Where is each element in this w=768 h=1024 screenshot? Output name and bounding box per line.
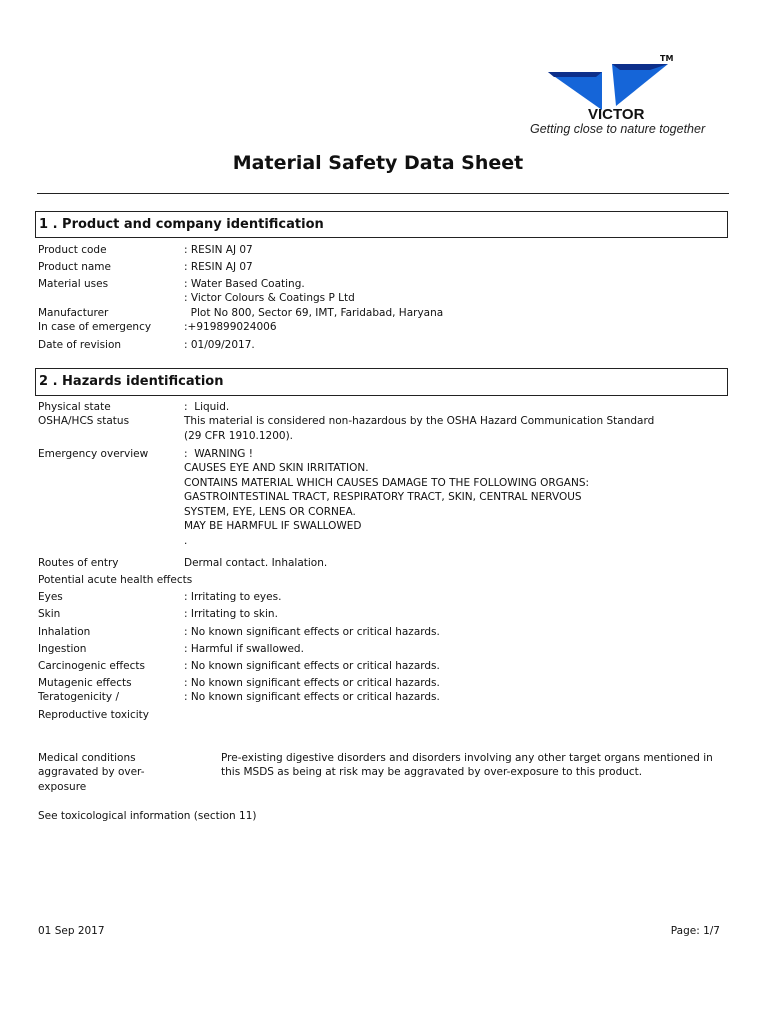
manufacturer-label: Manufacturer [38, 307, 109, 319]
routes-label: Routes of entry [38, 557, 119, 569]
product-name-value: : RESIN AJ 07 [184, 261, 253, 273]
eyes-value: : Irritating to eyes. [184, 591, 282, 603]
brand-tagline: Getting close to nature together [530, 122, 706, 136]
medical-label-line-2: aggravated by over- [38, 766, 145, 778]
ingestion-value: : Harmful if swallowed. [184, 643, 304, 655]
medical-value-line-1: Pre-existing digestive disorders and disorders involving any other target organs mentioned in [221, 752, 713, 764]
inhalation-value: : No known significant effects or critical hazards. [184, 626, 440, 638]
routes-value: Dermal contact. Inhalation. [184, 557, 328, 569]
material-uses-value: : Water Based Coating. [184, 278, 305, 290]
revision-date-label: Date of revision [38, 339, 122, 351]
inhalation-label: Inhalation [38, 626, 91, 638]
company-name-value: : Victor Colours & Coatings P Ltd [184, 292, 355, 304]
document-title: Material Safety Data Sheet [232, 152, 524, 174]
medical-value-line-2: this MSDS as being at risk may be aggravated by over-exposure to this product. [221, 766, 643, 778]
toxicological-reference: See toxicological information (section 11) [38, 810, 257, 822]
product-name-label: Product name [38, 261, 111, 273]
product-code-label: Product code [38, 244, 107, 256]
ingestion-label: Ingestion [38, 643, 87, 655]
footer-page-number: Page: 1/7 [670, 925, 720, 937]
manufacturer-address: Plot No 800, Sector 69, IMT, Faridabad, Haryana [184, 307, 444, 319]
emergency-overview-label: Emergency overview [38, 448, 149, 460]
material-uses-label: Material uses [38, 278, 109, 290]
section-1-header [35, 211, 728, 238]
physical-state-label: Physical state [38, 401, 111, 413]
brand-name: VICTOR [588, 106, 645, 123]
title-divider [37, 193, 729, 194]
section-2-header [35, 368, 728, 396]
osha-line-1: This material is considered non-hazardous by the OSHA Hazard Communication Standard [184, 415, 655, 427]
revision-date-value: : 01/09/2017. [184, 339, 255, 351]
emergency-phone: :+919899024006 [184, 321, 277, 333]
teratogenicity-label: Teratogenicity / [38, 691, 119, 703]
emergency-line-6: MAY BE HARMFUL IF SWALLOWED [184, 520, 362, 532]
mutagenic-label: Mutagenic effects [38, 677, 132, 689]
osha-line-2: (29 CFR 1910.1200). [184, 430, 294, 442]
product-code-value: : RESIN AJ 07 [184, 244, 253, 256]
teratogenicity-value: : No known significant effects or critical hazards. [184, 691, 440, 703]
emergency-line-5: SYSTEM, EYE, LENS OR CORNEA. [184, 506, 356, 518]
section-1-heading: 1 . Product and company identification [39, 217, 324, 232]
carcinogenic-label: Carcinogenic effects [38, 660, 145, 672]
medical-label-line-3: exposure [38, 781, 87, 793]
medical-label-line-1: Medical conditions [38, 752, 136, 764]
warning-line: : WARNING ! [184, 448, 253, 460]
eyes-label: Eyes [38, 591, 63, 603]
trademark-mark: TM [660, 54, 674, 63]
emergency-line-2: CAUSES EYE AND SKIN IRRITATION. [184, 462, 369, 474]
mutagenic-value: : No known significant effects or critical hazards. [184, 677, 440, 689]
section-2-heading: 2 . Hazards identification [39, 374, 224, 389]
skin-label: Skin [38, 608, 61, 620]
skin-value: : Irritating to skin. [184, 608, 278, 620]
emergency-line-7: . [184, 535, 188, 547]
potential-effects-heading: Potential acute health effects [38, 574, 193, 586]
emergency-line-3: CONTAINS MATERIAL WHICH CAUSES DAMAGE TO THE FOLLOWING ORGANS: [184, 477, 590, 489]
footer-date: 01 Sep 2017 [38, 925, 105, 937]
emergency-line-4: GASTROINTESTINAL TRACT, RESPIRATORY TRACT, SKIN, CENTRAL NERVOUS [184, 491, 582, 503]
physical-state-value: : Liquid. [184, 401, 230, 413]
emergency-label: In case of emergency [38, 321, 152, 333]
reproductive-toxicity-label: Reproductive toxicity [38, 709, 149, 721]
carcinogenic-value: : No known significant effects or critical hazards. [184, 660, 440, 672]
osha-label: OSHA/HCS status [38, 415, 130, 427]
